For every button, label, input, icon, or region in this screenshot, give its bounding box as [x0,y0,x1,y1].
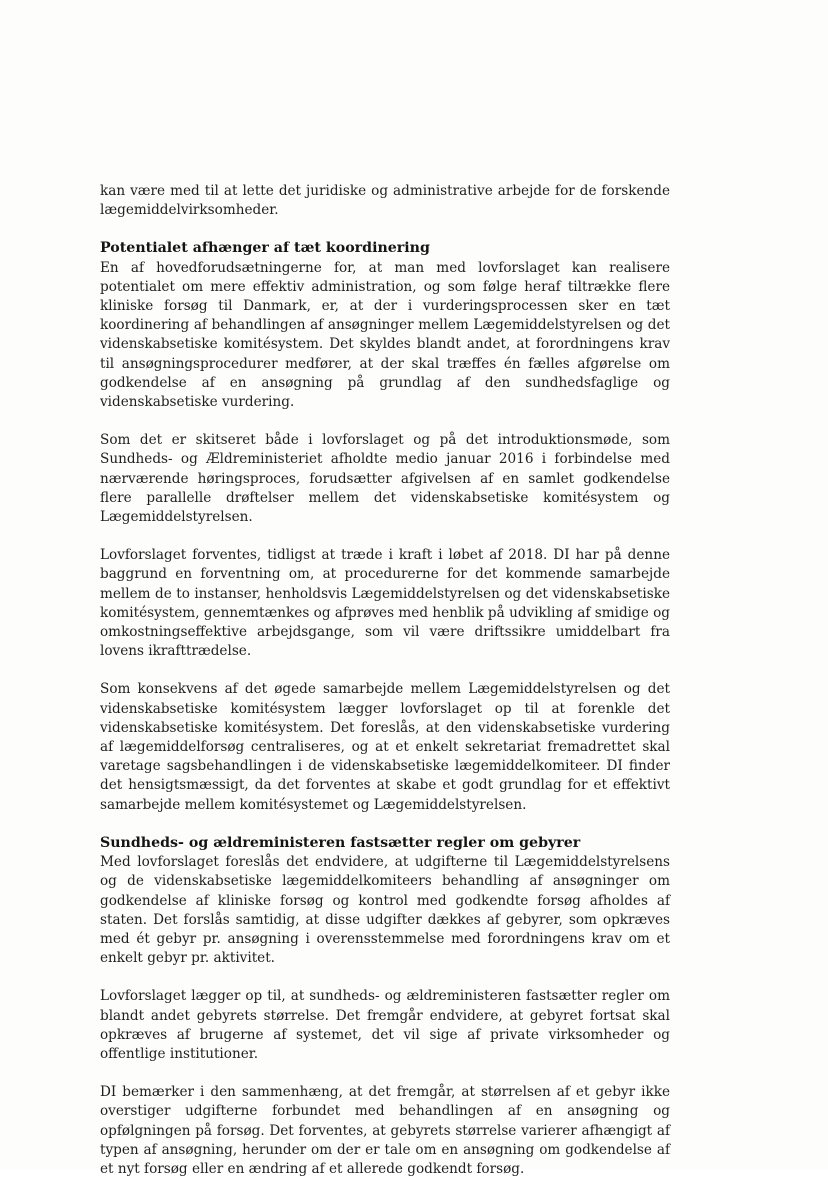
paragraph: Som det er skitseret både i lovforslaget og på det introduktionsmøde, som Sundheds- og Ældreministeriet afholdte medio januar 2016 i forbindelse med nærværende høringsproces, forudsætter afgivelsen af en samlet godkendelse flere parallelle drøftelser mellem det videnskabsetiske komitésystem og Lægemiddelstyrelsen. [100,432,670,526]
document-body [100,182,670,1198]
section-heading-fees: Sundheds- og ældreministeren fastsætter regler om gebyrer [100,834,581,851]
section-heading-coordination: Potentialet afhænger af tæt koordinering [100,240,430,257]
paragraph: En af hovedforudsætningerne for, at man med lovforslaget kan realisere potentialet om mere effektiv administration, og som følge heraf tiltrække flere kliniske forsøg til Danmark, er, at der i vurderingsprocessen sker en tæt koordinering af behandlingen af ansøgninger mellem Lægemiddelstyrelsen og det videnskabsetiske komitésystem. Det skyldes blandt andet, at forordningens krav til ansøgningsprocedurer medfører, at der skal træffes én fælles afgørelse om godkendelse af en ansøgning på grundlag af den sundhedsfaglige og videnskabsetiske vurdering. [100,259,670,411]
paragraph: Lovforslaget forventes, tidligst at træde i kraft i løbet af 2018. DI har på denne baggrund en forventning om, at procedurerne for det kommende samarbejde mellem de to instanser, henholdsvis Lægemiddelstyrelsen og det videnskabsetiske komitésystem, gennemtænkes og afprøves med henblik på udvikling af smidige og omkostningseffektive arbejdsgange, som vil være driftssikre umiddelbart fra lovens ikrafttrædelse. [100,547,670,660]
intro-paragraph: kan være med til at lette det juridiske og administrative arbejde for de forskende lægemiddelvirksomheder. [100,183,670,219]
paragraph: Med lovforslaget foreslås det endvidere, at udgifterne til Lægemiddelstyrelsens og de videnskabsetiske lægemiddelkomiteers behandling af ansøgninger om godkendelse af kliniske forsøg og kontrol med godkendte forsøg afholdes af staten. Det forslås samtidig, at disse udgifter dækkes af gebyrer, som opkræves med ét gebyr pr. ansøgning i overensstemmelse med forordningens krav om et enkelt gebyr pr. aktivitet. [100,854,670,967]
paragraph: Lovforslaget lægger op til, at sundheds- og ældreministeren fastsætter regler om blandt andet gebyrets størrelse. Det fremgår endvidere, at gebyret fortsat skal opkræves af brugerne af systemet, det vil sige af private virksomheder og offentlige institutioner. [100,988,670,1062]
paragraph: DI bemærker i den sammenhæng, at det fremgår, at størrelsen af et gebyr ikke overstiger udgifterne forbundet med behandlingen af en ansøgning og opfølgningen på forsøg. Det forventes, at gebyrets størrelse varierer afhængigt af typen af ansøgning, herunder om der er tale om en ansøgning om godkendelse af et nyt forsøg eller en ændring af et allerede godkendt forsøg. [100,1084,670,1177]
paragraph: Som konsekvens af det øgede samarbejde mellem Lægemiddelstyrelsen og det videnskabsetiske komitésystem lægger lovforslaget op til at forenkle det videnskabsetiske komitésystem. Det foreslås, at den videnskabsetiske vurdering af lægemiddelforsøg centraliseres, og at et enkelt sekretariat fremadrettet skal varetage sagsbehandlingen i de videnskabsetiske lægemiddelkomiteer. DI finder det hensigtsmæssigt, da det forventes at skabe et godt grundlag for et effektivt samarbejde mellem komitésystemet og Lægemiddelstyrelsen. [100,681,670,813]
